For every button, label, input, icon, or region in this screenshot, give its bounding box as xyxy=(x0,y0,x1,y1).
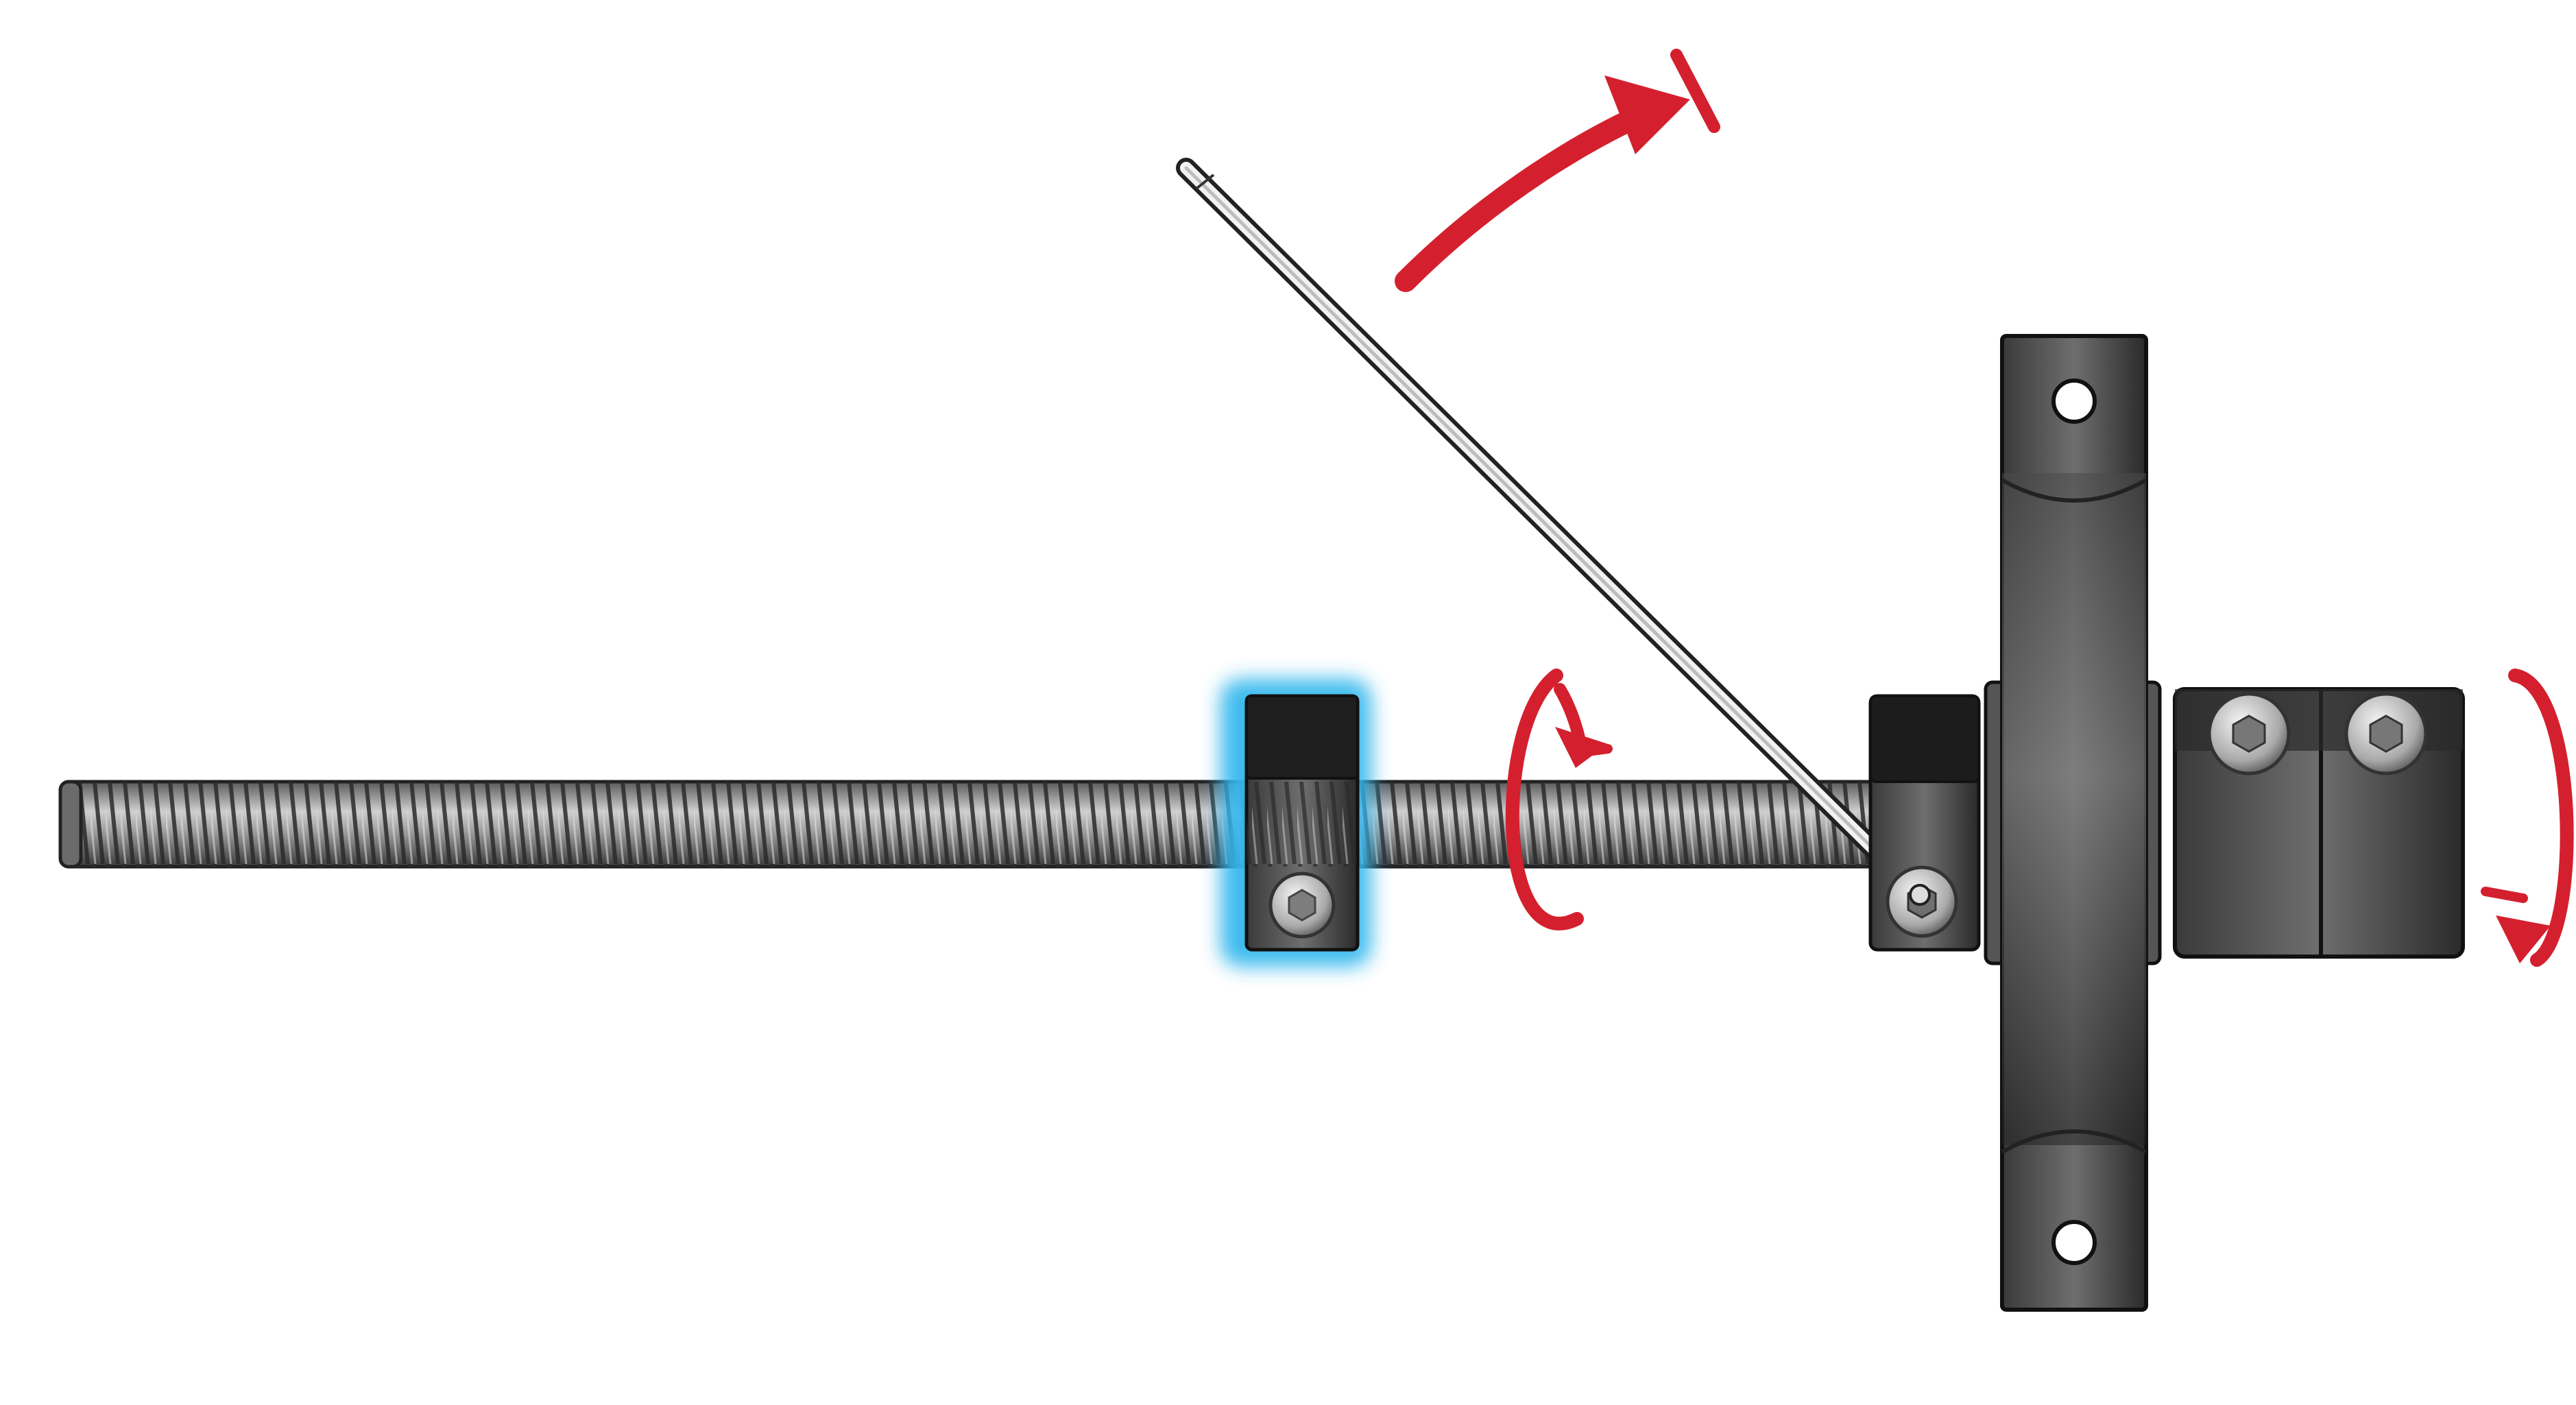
socket-bolt-icon xyxy=(1271,874,1334,937)
socket-bolt-icon xyxy=(2209,694,2289,773)
small-shaft-collar[interactable] xyxy=(1870,696,1979,950)
mount-hole-bottom xyxy=(2054,1222,2095,1263)
tighten-hex-key-arrow xyxy=(1406,55,1714,281)
collar-rotation-arrow xyxy=(2485,675,2567,963)
pillow-block-bearing xyxy=(1986,336,2160,1310)
double-clamp-collar[interactable] xyxy=(2175,689,2463,957)
mount-hole-top xyxy=(2054,381,2095,422)
socket-bolt-icon xyxy=(2346,694,2426,773)
highlighted-shaft-collar[interactable] xyxy=(1220,679,1371,967)
threaded-rod xyxy=(60,782,1884,867)
